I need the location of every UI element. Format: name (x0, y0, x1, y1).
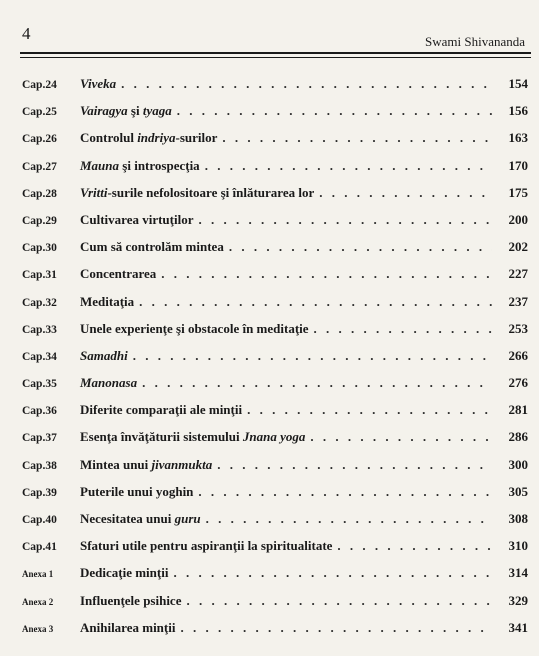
toc-entry (22, 124, 528, 151)
toc-entry-label: Cap.36 (22, 405, 57, 418)
toc-entry-page: 154 (508, 76, 528, 91)
toc-entry-label: Cap.25 (22, 106, 57, 119)
header-rule (20, 52, 531, 54)
toc-entry-page: 227 (508, 266, 528, 282)
page-number: 4 (22, 24, 31, 43)
toc-entry-page: 200 (508, 211, 528, 227)
dot-leader (206, 505, 492, 532)
dot-leader (133, 342, 492, 369)
toc-entry (22, 614, 528, 641)
toc-entry-title: Esenţa învăţăturii sistemului Jnana yoga (80, 429, 306, 445)
toc-entry-title: Dedicaţie minţii (80, 565, 169, 581)
toc-entry-page: 308 (508, 511, 528, 526)
toc-entry-title: Meditaţia (80, 293, 135, 309)
toc-entry-label: Cap.26 (22, 133, 57, 146)
toc-entry-page: 175 (508, 184, 528, 200)
toc-entry-title: Puterile unui yoghin (80, 483, 194, 499)
header-rule-thin (20, 57, 531, 58)
dot-leader (186, 587, 492, 614)
toc-entry-page: 163 (508, 130, 528, 146)
toc-entry-title: Samadhi (80, 347, 128, 363)
toc-entry-title: Controlul indriya-surilor (80, 130, 218, 146)
dot-leader (217, 451, 492, 478)
toc-entry-page: 266 (508, 347, 528, 363)
dot-leader (198, 478, 492, 505)
toc-entry-label: Cap.35 (22, 378, 57, 391)
toc-entry (22, 152, 528, 179)
toc-entry (22, 260, 528, 287)
dot-leader (314, 315, 492, 342)
toc-entry-label: Cap.30 (22, 242, 57, 255)
toc-entry-title: Vritti-surile nefolositoare şi înlăturarea lor (80, 184, 315, 200)
toc-entry-page: 310 (508, 538, 528, 554)
dot-leader (180, 614, 492, 641)
toc-entry-title: Anihilarea minţii (80, 619, 176, 635)
toc-entry-page: 314 (508, 565, 528, 581)
toc-entry-label: Cap.29 (22, 214, 57, 227)
toc-entry-label: Cap.31 (22, 269, 57, 282)
toc-entry-page: 202 (508, 239, 528, 255)
toc-entry-page: 305 (508, 483, 528, 499)
toc-entry (22, 315, 528, 342)
toc-entry-label: Anexa 2 (22, 596, 54, 607)
dot-leader (121, 70, 492, 97)
toc-entry-page: 281 (508, 402, 528, 418)
toc-entry-label: Cap.34 (22, 350, 57, 363)
toc-entry-title: Manonasa (80, 375, 138, 391)
dot-leader (222, 124, 492, 151)
toc-entry-label: Cap.27 (22, 160, 57, 173)
toc-entry (22, 233, 528, 260)
dot-leader (229, 233, 492, 260)
toc-entry (22, 342, 528, 369)
dot-leader (319, 179, 492, 206)
toc-entry-title: Viveka (80, 76, 117, 91)
toc-entry (22, 451, 528, 478)
toc-entry (22, 587, 528, 614)
dot-leader (139, 288, 492, 315)
toc-entry (22, 179, 528, 206)
toc-entry-page: 253 (508, 320, 528, 336)
toc-entry (22, 97, 528, 124)
toc-entry (22, 559, 528, 586)
toc-entry (22, 505, 528, 532)
toc-entry-label: Cap.41 (22, 541, 57, 554)
dot-leader (205, 152, 492, 179)
toc-entry-page: 156 (508, 103, 528, 119)
toc-entry-label: Cap.32 (22, 296, 57, 309)
table-of-contents (22, 70, 528, 641)
toc-entry (22, 206, 528, 233)
toc-entry-page: 300 (508, 456, 528, 472)
toc-entry-title: Mauna şi introspecţia (80, 157, 200, 173)
toc-entry-title: Unele experienţe şi obstacole în meditaţie (80, 320, 309, 336)
toc-entry-title: Sfaturi utile pentru aspiranţii la spiritualitate (80, 538, 333, 554)
toc-entry-title: Necesitatea unui guru (80, 511, 201, 526)
toc-entry-page: 329 (508, 592, 528, 608)
dot-leader (177, 97, 492, 124)
toc-entry-page: 170 (508, 157, 528, 173)
running-header-author: Swami Shivananda (424, 34, 525, 49)
toc-entry-label: Anexa 1 (22, 569, 54, 580)
dot-leader (142, 369, 492, 396)
dot-leader (337, 532, 492, 559)
dot-leader (310, 423, 492, 450)
toc-entry-label: Cap.33 (22, 323, 57, 336)
dot-leader (173, 559, 492, 586)
toc-entry (22, 423, 528, 450)
toc-entry-label: Cap.28 (22, 187, 57, 200)
toc-entry-label: Cap.38 (22, 459, 57, 472)
toc-entry-label: Cap.40 (22, 514, 57, 526)
toc-entry-page: 286 (508, 429, 528, 445)
toc-entry-title: Cultivarea virtuţilor (80, 211, 194, 227)
dot-leader (199, 206, 493, 233)
dot-leader (161, 260, 492, 287)
toc-entry (22, 478, 528, 505)
toc-entry-title: Vairagya şi tyaga (80, 103, 172, 119)
toc-entry-page: 276 (508, 375, 528, 391)
toc-entry-label: Cap.39 (22, 486, 57, 499)
toc-entry-title: Cum să controlăm mintea (80, 239, 224, 255)
toc-entry-label: Cap.24 (22, 79, 57, 91)
toc-entry-title: Mintea unui jivanmukta (80, 456, 213, 472)
toc-entry (22, 70, 528, 97)
toc-entry-label: Cap.37 (22, 432, 57, 445)
toc-entry-title: Influenţele psihice (80, 592, 182, 608)
toc-entry-title: Diferite comparaţii ale minţii (80, 402, 243, 418)
toc-entry-title: Concentrarea (80, 266, 157, 282)
toc-entry (22, 532, 528, 559)
toc-entry (22, 369, 528, 396)
toc-entry-page: 237 (508, 293, 528, 309)
toc-entry (22, 288, 528, 315)
dot-leader (247, 396, 492, 423)
toc-entry-label: Anexa 3 (22, 623, 54, 634)
toc-entry-page: 341 (508, 619, 528, 635)
toc-entry (22, 396, 528, 423)
